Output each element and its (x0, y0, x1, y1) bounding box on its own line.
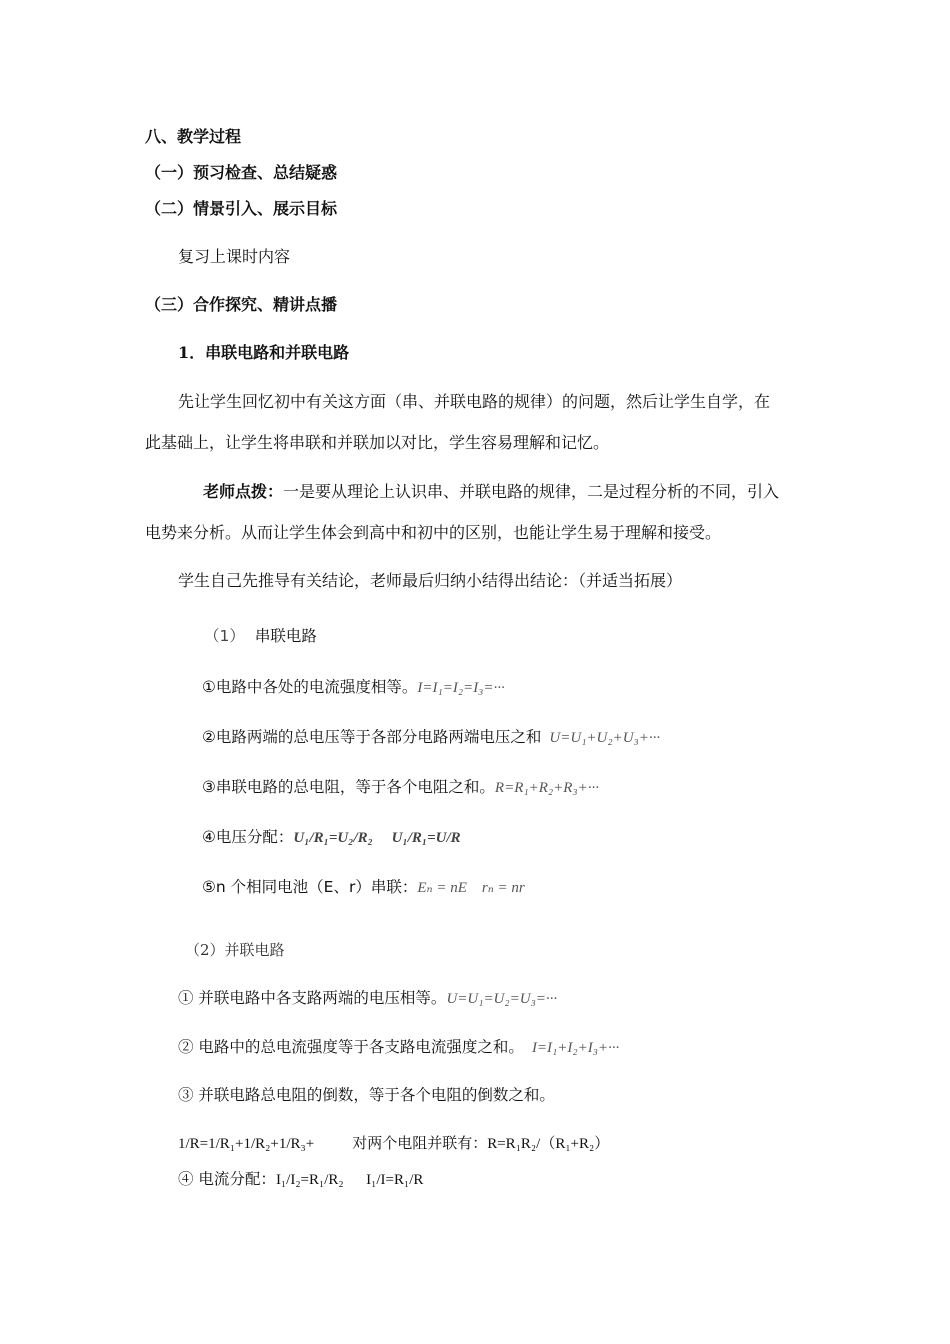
current-division-formula: I₁/I₂=R₁/R₂ I₁/I=R₁/R (275, 1172, 424, 1188)
parallel-rule (178, 1037, 619, 1058)
current-division-label: ④ 电流分配： (178, 1170, 276, 1188)
series-rule (202, 727, 660, 748)
rule-formula: U₁/R₁=U₂/R₂ U₁/R₁=U/R (293, 830, 461, 846)
rule-formula: Eₙ = nE rₙ = nr (417, 880, 525, 896)
reciprocal-formula: 1/R=1/R₁+1/R₂+1/R₃+ (178, 1136, 315, 1152)
rule-text: ④电压分配： (202, 828, 294, 846)
series-rule (202, 877, 525, 898)
topic-heading: 1．串联电路和并联电路 (178, 343, 350, 362)
series-rule (202, 677, 505, 698)
rule-formula: I=I₁+I₂+I₃+··· (531, 1040, 620, 1056)
teacher-tip-line (203, 482, 779, 502)
rule-text: ①电路中各处的电流强度相等。 (202, 678, 418, 696)
parallel-circuit-title: （2）并联电路 (185, 941, 285, 959)
series-rule (202, 827, 461, 848)
series-rule (202, 777, 599, 798)
subheading-cooperative-inquiry: （三）合作探究、精讲点播 (145, 295, 338, 314)
paragraph-line: 先让学生回忆初中有关这方面（串、并联电路的规律）的问题，然后让学生自学，在 (178, 392, 771, 411)
rule-text: ③ 并联电路总电阻的倒数，等于各个电阻的倒数之和。 (178, 1086, 555, 1104)
teacher-tip-text: 一是要从理论上认识串、并联电路的规律，二是过程分析的不同，引入 (283, 482, 780, 501)
rule-text: ③串联电路的总电阻，等于各个电阻之和。 (202, 778, 495, 796)
rule-text: ① 并联电路中各支路两端的电压相等。 (178, 989, 447, 1007)
rule-formula: U=U₁=U₂=U₃=··· (446, 991, 558, 1007)
subheading-preview-check: （一）预习检查、总结疑惑 (145, 163, 338, 182)
rule-text: ②电路两端的总电压等于各部分电路两端电压之和 (202, 728, 542, 746)
paragraph-line: 学生自己先推导有关结论，老师最后归纳小结得出结论：（并适当拓展） (178, 571, 683, 590)
teacher-tip-label: 老师点拨： (203, 482, 284, 501)
rule-text: ② 电路中的总电流强度等于各支路电流强度之和。 (178, 1038, 524, 1056)
rule-text: ⑤n 个相同电池（E、r）串联： (202, 878, 418, 896)
series-circuit-title (204, 626, 317, 646)
section-heading: 八、教学过程 (145, 127, 242, 146)
series-title-text: 串联电路 (254, 627, 317, 645)
parallel-rule (178, 1085, 555, 1105)
paragraph-line: 此基础上，让学生将串联和并联加以对比，学生容易理解和记忆。 (145, 433, 610, 452)
two-resistor-formula: 对两个电阻并联有：R=R₁R₂/（R₁+R₂） (352, 1136, 610, 1152)
reciprocal-formula-line (178, 1134, 609, 1154)
rule-formula: U=U₁+U₂+U₃+··· (549, 730, 661, 746)
subheading-scenario-intro: （二）情景引入、展示目标 (145, 199, 338, 218)
series-title-number: （1） (204, 627, 245, 645)
current-division-line (178, 1169, 423, 1190)
parallel-rule (178, 988, 557, 1009)
rule-formula: I=I₁=I₂=I₃=··· (417, 680, 505, 696)
rule-formula: R=R₁+R₂+R₃+··· (494, 780, 599, 796)
teacher-tip-line: 电势来分析。从而让学生体会到高中和初中的区别，也能让学生易于理解和接受。 (145, 523, 722, 542)
review-text: 复习上课时内容 (178, 247, 291, 266)
